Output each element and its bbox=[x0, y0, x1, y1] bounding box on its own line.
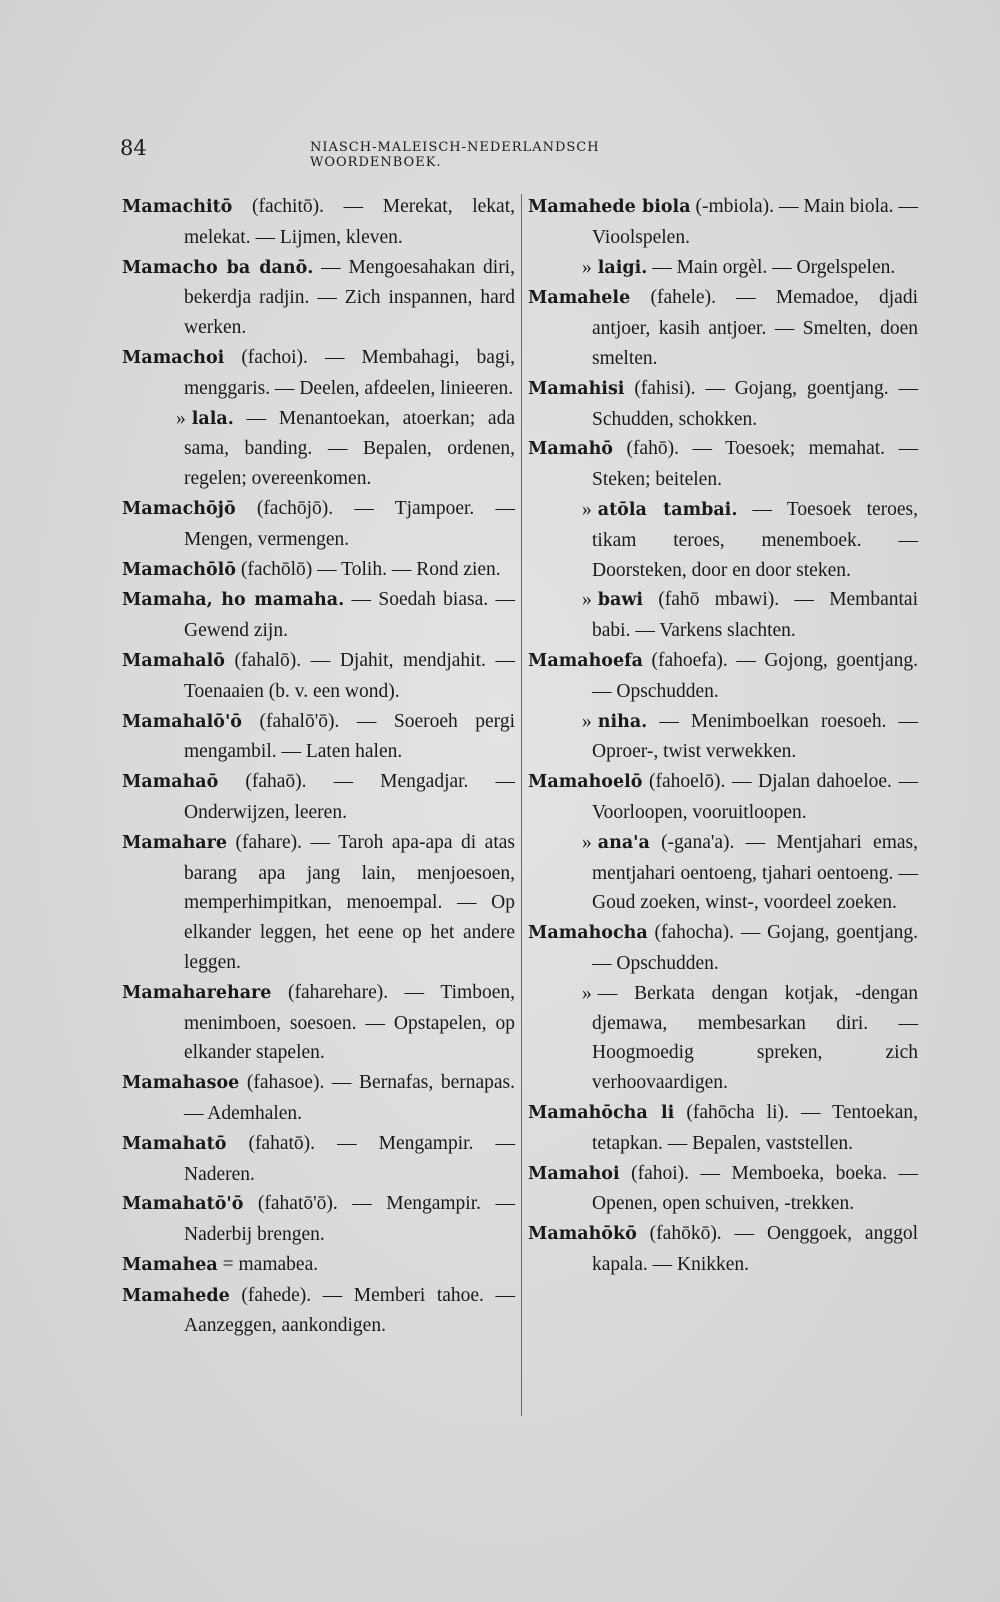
entry-headword: Mamahalō bbox=[122, 650, 225, 671]
entry-headword: Mamahocha bbox=[528, 923, 648, 944]
entry-headword: Mamahede biola bbox=[528, 197, 691, 217]
sub-entry bbox=[528, 585, 918, 646]
entry-definition: (fahō). — Toesoek; memahat. — Steken; beitelen. bbox=[592, 438, 918, 491]
dictionary-entry bbox=[528, 918, 918, 979]
entry-headword: Mamahalō'ō bbox=[122, 711, 242, 732]
entry-headword: Mamahisi bbox=[528, 378, 625, 399]
dictionary-entry bbox=[122, 555, 515, 586]
entry-headword: Mamahatō bbox=[122, 1133, 227, 1154]
dictionary-entry bbox=[122, 978, 515, 1068]
entry-headword: Mamahoefa bbox=[528, 650, 643, 671]
entry-headword: Mamahōkō bbox=[528, 1224, 637, 1245]
entry-headword: lala. bbox=[191, 408, 234, 429]
entry-definition: (fahatō). — Mengampir. — Naderen. bbox=[184, 1132, 515, 1185]
entry-definition: (fahele). — Memadoe, djadi antjoer, kasih antjoer. — Smelten, doen smelten. bbox=[592, 287, 918, 369]
sub-entry-marker: » bbox=[582, 498, 592, 520]
dictionary-entry bbox=[122, 1189, 515, 1250]
dictionary-entry bbox=[122, 343, 515, 404]
entry-definition: — Berkata dengan kotjak, -dengan djemawa, membesarkan diri. — Hoogmoedig spreken, zich verhoovaardigen. bbox=[592, 982, 918, 1094]
dictionary-entry bbox=[122, 646, 515, 707]
entry-headword: Mamahoelō bbox=[528, 772, 643, 793]
dictionary-entry bbox=[122, 494, 515, 555]
entry-headword: Mamachoi bbox=[122, 347, 225, 368]
entry-headword: Mamahea bbox=[122, 1254, 218, 1275]
sub-entry bbox=[528, 828, 918, 918]
sub-entry bbox=[122, 404, 515, 494]
entry-definition: (fahocha). — Gojang, goentjang. — Opschudden. bbox=[592, 922, 918, 974]
sub-entry bbox=[528, 707, 918, 768]
entry-headword: Mamaha, ho mamaha. bbox=[122, 590, 345, 611]
dictionary-entry bbox=[528, 767, 918, 828]
dictionary-entry bbox=[528, 374, 918, 435]
entry-headword: Mamacho ba danō. bbox=[122, 257, 314, 278]
entry-definition: (faharehare). — Timboen, menimboen, soesoen. — Opstapelen, op elkander stapelen. bbox=[184, 981, 515, 1064]
dictionary-entry bbox=[122, 1129, 515, 1190]
entry-definition: — Main orgèl. — Orgelspelen. bbox=[647, 256, 896, 278]
entry-definition: (fahōkō). — Oenggoek, anggol kapala. — Knikken. bbox=[592, 1223, 918, 1275]
entry-definition: (fachoi). — Membahagi, bagi, menggaris. — Deelen, afdeelen, linieeren. bbox=[184, 346, 515, 399]
entry-definition: (fahōcha li). — Tentoekan, tetapkan. — Bepalen, vaststellen. bbox=[592, 1101, 918, 1154]
running-title: NIASCH-MALEISCH-NEDERLANDSCH WOORDENBOEK. bbox=[310, 140, 600, 170]
entry-definition: (fahoefa). — Gojong, goentjang. — Opschudden. bbox=[592, 649, 918, 702]
left-column bbox=[122, 192, 515, 1341]
sub-entry bbox=[528, 495, 918, 585]
entry-headword: laigi. bbox=[597, 257, 648, 278]
dictionary-entry bbox=[122, 707, 515, 768]
page-number: 84 bbox=[120, 136, 147, 160]
sub-entry-marker: » bbox=[582, 982, 592, 1004]
dictionary-entry bbox=[122, 585, 515, 646]
entry-definition: — Menantoekan, atoerkan; ada sama, banding. — Bepalen, ordenen, regelen; overeenkomen. bbox=[184, 407, 515, 490]
dictionary-entry bbox=[528, 1098, 918, 1159]
entry-headword: Mamachōlō bbox=[122, 559, 236, 580]
entry-definition: (fahisi). — Gojang, goentjang. — Schudden, schokken. bbox=[592, 377, 918, 430]
dictionary-entry bbox=[122, 192, 515, 253]
entry-headword: Mamahoi bbox=[528, 1163, 620, 1184]
entry-definition: (fahasoe). — Bernafas, bernapas. — Ademhalen. bbox=[184, 1072, 515, 1124]
entry-definition: (fahoi). — Memboeka, boeka. — Openen, open schuiven, -trekken. bbox=[592, 1162, 918, 1215]
sub-entry bbox=[528, 979, 918, 1098]
sub-entry-marker: » bbox=[176, 407, 186, 429]
entry-headword: atōla tambai. bbox=[597, 499, 738, 520]
entry-definition: — Menimboelkan roesoeh. — Oproer-, twist verwekken. bbox=[592, 710, 918, 763]
entry-headword: Mamahele bbox=[528, 288, 631, 309]
entry-headword: Mamahō bbox=[528, 439, 613, 460]
entry-headword: niha. bbox=[597, 711, 648, 732]
dictionary-entry bbox=[528, 646, 918, 707]
dictionary-entry bbox=[122, 1281, 515, 1342]
dictionary-entry bbox=[528, 192, 918, 253]
entry-definition: (fachitō). — Merekat, lekat, melekat. — Lijmen, kleven. bbox=[184, 196, 515, 248]
right-column bbox=[528, 192, 918, 1280]
dictionary-entry bbox=[122, 767, 515, 828]
entry-headword: Mamahōcha li bbox=[528, 1102, 675, 1123]
dictionary-entry bbox=[528, 283, 918, 373]
sub-entry bbox=[528, 253, 918, 284]
sub-entry-marker: » bbox=[582, 831, 592, 853]
entry-definition: (-gana'a). — Mentjahari emas, mentjahari oentoeng, tjahari oentoeng. — Goud zoeken, winst-, voordeel zoeken. bbox=[592, 831, 918, 914]
entry-headword: Mamachitō bbox=[122, 197, 233, 217]
column-divider bbox=[521, 194, 522, 1416]
page-header bbox=[120, 136, 730, 170]
entry-definition: (fachōlō) — Tolih. — Rond zien. bbox=[235, 558, 501, 580]
entry-headword: Mamahasoe bbox=[122, 1073, 240, 1094]
entry-definition: — Toesoek teroes, tikam teroes, menemboek. — Doorsteken, door en door steken. bbox=[592, 498, 919, 581]
dictionary-entry bbox=[122, 1068, 515, 1129]
dictionary-entry bbox=[528, 1219, 918, 1280]
entry-definition: (fahoelō). — Djalan dahoeloe. — Voorloopen, vooruitloopen. bbox=[592, 771, 918, 823]
dictionary-entry bbox=[122, 1250, 515, 1281]
entry-headword: Mamachōjō bbox=[122, 498, 236, 519]
dictionary-entry bbox=[122, 828, 515, 978]
sub-entry-marker: » bbox=[582, 589, 592, 611]
dictionary-entry bbox=[528, 1159, 918, 1220]
entry-definition: (fachōjō). — Tjampoer. — Mengen, vermengen. bbox=[184, 497, 515, 550]
entry-definition: — Soedah biasa. — Gewend zijn. bbox=[184, 589, 515, 642]
dictionary-entry bbox=[528, 434, 918, 495]
entry-headword: Mamahatō'ō bbox=[122, 1194, 244, 1215]
sub-entry-marker: » bbox=[582, 710, 592, 732]
entry-headword: Mamahede bbox=[122, 1285, 230, 1306]
sub-entry-marker: » bbox=[582, 256, 592, 278]
entry-definition: (fahatō'ō). — Mengampir. — Naderbij brengen. bbox=[184, 1193, 515, 1246]
entry-headword: Mamahare bbox=[122, 832, 227, 853]
entry-definition: (fahede). — Memberi tahoe. — Aanzeggen, aankondigen. bbox=[184, 1284, 515, 1337]
dictionary-entry bbox=[122, 253, 515, 343]
entry-definition: — Mengoesahakan diri, bekerdja radjin. — Zich inspannen, hard werken. bbox=[184, 256, 515, 339]
entry-definition: (fahalō'ō). — Soeroeh pergi mengambil. — Laten halen. bbox=[184, 710, 515, 763]
entry-definition: = mamabea. bbox=[217, 1253, 319, 1275]
entry-headword: ana'a bbox=[597, 832, 650, 853]
entry-definition: (fahare). — Taroh apa-apa di atas barang apa jang lain, menjoesoen, memperhimpitkan, menoempal. — Op elkander leggen, het eene op het andere leggen. bbox=[184, 831, 515, 973]
entry-definition: (fahalō). — Djahit, mendjahit. — Toenaaien (b. v. een wond). bbox=[184, 649, 515, 702]
entry-headword: Mamaharehare bbox=[122, 982, 272, 1003]
entry-definition: (fahaō). — Mengadjar. — Onderwijzen, leeren. bbox=[184, 771, 515, 823]
entry-headword: bawi bbox=[597, 590, 644, 611]
entry-headword: Mamahaō bbox=[122, 772, 219, 793]
entry-definition: (-mbiola). — Main biola. — Vioolspelen. bbox=[592, 196, 918, 248]
entry-definition: (fahō mbawi). — Membantai babi. — Varkens slachten. bbox=[592, 589, 918, 642]
